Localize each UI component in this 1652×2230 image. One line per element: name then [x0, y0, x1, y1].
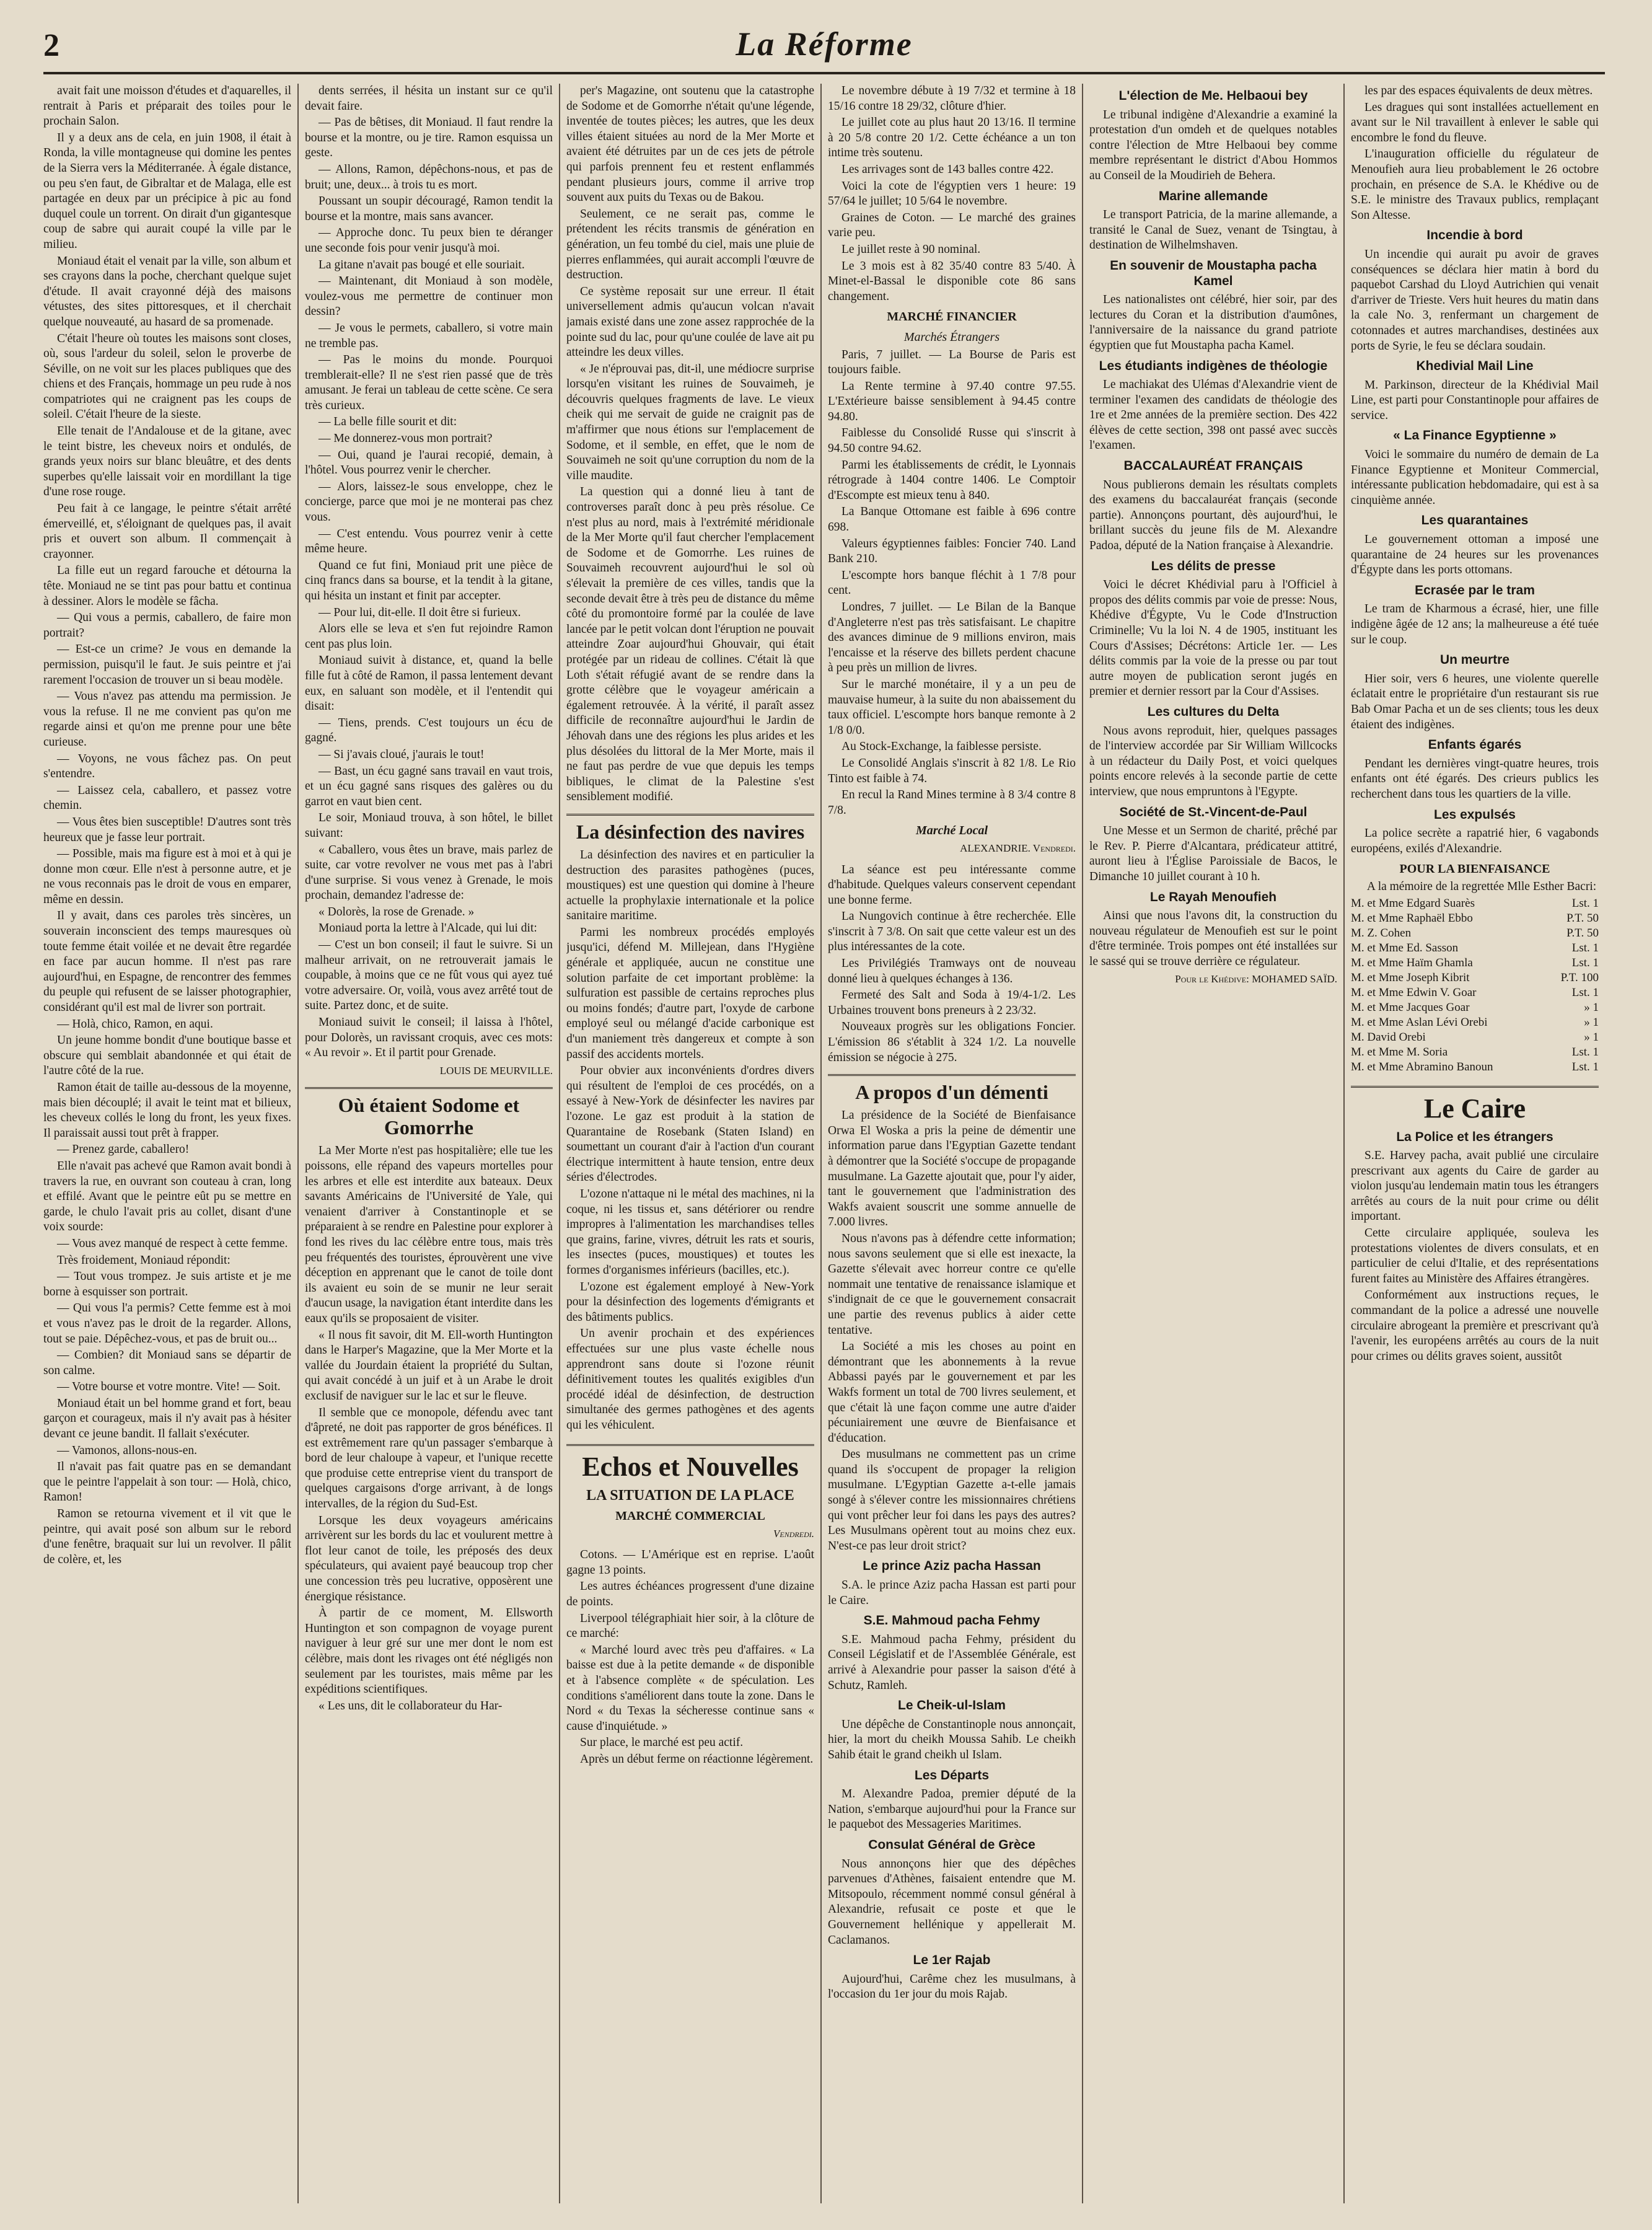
paragraph: Parmi les établissements de crédit, le Lyonnais rétrograde à 1404 contre 1406. Le Comptoir d'Escompte est mieux tenu à 840. [828, 458, 1076, 502]
donor-name: M. et Mme Ed. Sasson [1351, 941, 1459, 954]
paragraph: « Marché lourd avec très peu d'affaires. « La baisse est due à la petite demande « de disponible et à l'absence complète « de spéculation. Les conditions s'améliorent dans toute la zone. Dans le Nord « du Texas la sécheresse continue sans « cause d'inquiétude. » [566, 1643, 814, 1733]
news-item-heading: Le Cheik-ul-Islam [898, 1698, 1006, 1713]
paragraph: — Prenez garde, caballero! [57, 1143, 190, 1157]
signature: LOUIS DE MEURVILLE. [439, 1064, 553, 1077]
donor-name: M. Z. Cohen [1351, 926, 1412, 940]
news-item-heading: Les quarantaines [1421, 513, 1529, 528]
marches-etrangers-heading: Marchés Étrangers [903, 330, 1000, 344]
donation-row [1351, 911, 1599, 926]
paragraph: « Caballero, vous êtes un brave, mais parlez de suite, car votre revolver ne vous met pas à l'abri d'une surprise. Si vous venez à Grenade, le mois prochain, demandez l'adresse de: [305, 843, 553, 902]
paragraph: Un avenir prochain et des expériences effectuées sur une plus vaste échelle nous apprendront sans doute si l'ozone réunit définitivement toutes les qualités exigibles d'un procédé idéal de désinfection, de destruction simultanée des germes pathogènes et des agents qui les véhiculent. [566, 1327, 814, 1432]
paragraph: À partir de ce moment, M. Ellsworth Huntington et son compagnon de voyage purent naviguer à leur gré sur une mer dont le nom est célèbre, mais dont les rivages ont été négligés non seulement par les touristes, mais même par les expéditions scientifiques. [305, 1606, 553, 1696]
paragraph: Le soir, Moniaud trouva, à son hôtel, le billet suivant: [305, 811, 553, 840]
donor-name: M. et Mme Aslan Lévi Orebi [1351, 1015, 1488, 1029]
paragraph: Liverpool télégraphiait hier soir, à la clôture de ce marché: [566, 1611, 814, 1641]
news-item-text: Le transport Patricia, de la marine allemande, a transité le Canal de Suez, venant de Tsingtau, à destination de Wilhelmshaven. [1089, 208, 1337, 252]
paragraph: — C'est entendu. Vous pourrez venir à cette même heure. [305, 527, 553, 556]
paragraph: — Qui vous l'a permis? Cette femme est à moi et vous n'avez pas le droit de la regarder. Allons, tout se paie. Dépêchez-vous, et pas de bruit ou... [43, 1302, 291, 1346]
news-item-heading: « La Finance Egyptienne » [1393, 428, 1557, 443]
column-5 [1089, 84, 1337, 2203]
news-item-text: Voici le sommaire du numéro de demain de La Finance Egyptienne et Moniteur Commercial, intéressante publication hebdomadaire, qui est à sa cinquième année. [1351, 448, 1599, 507]
paragraph: Les dragues qui sont installées actuellement en avant sur le Nil travaillent à enlever le sable qui encombre le fond du fleuve. [1351, 100, 1599, 144]
paragraph: La Mer Morte n'est pas hospitalière; elle tue les poissons, elle répand des vapeurs mortelles pour les arbres et elle est interdite aux bateaux. Deux savants Américains de l'Université de Yale, qui venaient d'arriver à Constantinople et se préparaient à se rendre en Palestine pour explorer à fond les rives du lac célèbre entre tous, mais très peu fréquentés des touristes, éprouvèrent une vive déception en apprenant que le canot de toile dont ils avaient eu soin de se munir ne leur serait d'aucun usage, la navigation étant interdite dans les eaux qu'ils se proposaient de visiter. [305, 1144, 553, 1325]
donation-amount: Lst. 1 [1571, 956, 1599, 969]
paragraph: Moniaud suivit le conseil; il laissa à l'hôtel, pour Dolorès, un ravissant croquis, avec ces mots: « Au revoir ». Et il partit pour Grenade. [305, 1016, 553, 1060]
paragraph: Le novembre débute à 19 7/32 et termine à 18 15/16 contre 18 29/32, clôture d'hier. [828, 84, 1076, 113]
marche-local-text [828, 863, 1076, 1066]
column-1-text [43, 84, 291, 1567]
donation-amount: » 1 [1584, 1015, 1599, 1029]
dementi-heading: A propos d'un démenti [828, 1074, 1076, 1103]
paragraph: Voici la cote de l'égyptien vers 1 heure: 19 57/64 le juillet; 10 5/64 le novembre. [828, 179, 1076, 208]
column-1 [43, 84, 291, 2203]
column-5-notes [1089, 89, 1337, 969]
situation-heading: LA SITUATION DE LA PLACE [586, 1487, 794, 1504]
column-3-text [566, 84, 814, 805]
paragraph: — Voyons, ne vous fâchez pas. On peut s'entendre. [43, 752, 291, 781]
bienfaisance-heading: POUR LA BIENFAISANCE [1399, 862, 1550, 876]
paragraph: Faiblesse du Consolidé Russe qui s'inscrit à 94.50 contre 94.62. [828, 426, 1076, 456]
paragraph: Sur place, le marché est peu actif. [580, 1736, 744, 1750]
column-rule [1082, 84, 1083, 2203]
column-rule [1343, 84, 1345, 2203]
paragraph: La Nungovich continue à être recherchée. Elle s'inscrit à 7 3/8. On sait que cette valeur est un des plus intéressantes de la cote. [828, 910, 1076, 954]
echos-heading: Echos et Nouvelles [566, 1444, 814, 1482]
dementi-text [828, 1108, 1076, 1554]
paragraph: — Laissez cela, caballero, et passez votre chemin. [43, 783, 291, 813]
news-item-text: Hier soir, vers 6 heures, une violente querelle éclatait entre le propriétaire d'un restaurant sis rue Bab Omar Pacha et un de ses clients; tous les deux étaient des indigènes. [1351, 672, 1599, 731]
paragraph: C'était l'heure où toutes les maisons sont closes, où, sous l'ardeur du soleil, selon le proverbe de Séville, on ne voit sur les places publiques que des chiens et des Français, hommage un peu rude à nos compatriotes qui ne craignent pas les coups de soleil. C'était l'heure de la sieste. [43, 332, 291, 421]
paragraph: L'escompte hors banque fléchit à 1 7/8 pour cent. [828, 568, 1076, 597]
donor-name: M. et Mme M. Soria [1351, 1045, 1448, 1059]
donation-amount: Lst. 1 [1571, 985, 1599, 999]
paragraph: La question qui a donné lieu à tant de controverses paraît donc à peu près résolue. Ce n'est plus au nord, mais à l'extrémité méridionale de la Mer Morte qu'il faut chercher l'emplacement de Sodome et de Gomorrhe. Les ruines de Souvaimeh recouvrent aujourd'hui le sol où s'élevait la première de ces villes, tandis que la seconde devait être à très peu de distance du même côté du promontoire formé par la coulée de lave lancée par le petit volcan dont l'éruption ne pouvait atteindre Zoar aujourd'hui Ghouvair, qui était protégée par un rideau de collines. C'était là que Loth s'était réfugié avant de se rendre dans la grotte célèbre que le voyageur américain a également retrouvée. À la vérité, il paraît assez difficile de reconnaître aujourd'hui le Jardin de Jéhovah dans une des régions les plus arides et les plus désolées du littoral de la Mer Morte, mais il ne faut pas perdre de vue que depuis les temps bibliques, le climat de la Palestine s'est sensiblement modifié. [566, 485, 814, 804]
paragraph: « Les uns, dit le collaborateur du Har- [319, 1699, 503, 1712]
paragraph: Valeurs égyptiennes faibles: Foncier 740. Land Bank 210. [828, 537, 1076, 566]
paragraph: — Vous avez manqué de respect à cette femme. [57, 1236, 288, 1250]
paragraph: Cette circulaire appliquée, souleva les protestations violentes de divers consulats, et en particulier de celui d'Italie, et des représentations furent faites au Ministère des Affaires étrangères. [1351, 1227, 1599, 1285]
column-rule [297, 84, 299, 2203]
paragraph: Elle n'avait pas achevé que Ramon avait bondi à travers la rue, en ouvrant son couteau à cran, long et effilé. Avant que le peintre eût pu se mettre en garde, le chulo l'avait pris au collet, disant d'une voix sourde: [43, 1159, 291, 1234]
paragraph: Alors elle se leva et s'en fut rejoindre Ramon cent pas plus loin. [305, 622, 553, 651]
paragraph: — Pour lui, dit-elle. Il doit être si furieux. [319, 606, 521, 619]
news-item-text: Le gouvernement ottoman a imposé une quarantaine de 24 heures sur les provenances d'Égypte dans les ports ottomans. [1351, 533, 1599, 577]
paragraph: Le juillet reste à 90 nominal. [841, 242, 981, 256]
news-item-text: Le tram de Kharmous a écrasé, hier, une fille indigène âgée de 12 ans; la malheureuse a été tuée sur le coup. [1351, 602, 1599, 646]
paragraph: — Vamonos, allons-nous-en. [57, 1443, 198, 1457]
donation-amount: Lst. 1 [1571, 896, 1599, 910]
paragraph: Un jeune homme bondit d'une boutique basse et obscure qui semblait abandonnée et qui était de l'autre côté de la rue. [43, 1034, 291, 1078]
paragraph: — Qui vous a permis, caballero, de faire mon portrait? [43, 611, 291, 640]
news-item-heading: Khedivial Mail Line [1416, 359, 1534, 374]
article-heading-sodome: Où étaient Sodome et Gomorrhe [305, 1087, 553, 1139]
news-item-heading: Les étudiants indigènes de théologie [1099, 358, 1328, 373]
paragraph: Le 3 mois est à 82 35/40 contre 83 5/40. À Minet-el-Bassal le disponible cote 86 sans changement. [828, 259, 1076, 303]
news-item-heading: Les cultures du Delta [1147, 704, 1280, 719]
paragraph: Lorsque les deux voyageurs américains arrivèrent sur les bords du lac et voulurent mettre à flot leur canot de toile, les préposés des deux spéculateurs, qui avaient payé beaucoup trop cher une concession très peu lucrative, opposèrent une énergique résistance. [305, 1514, 553, 1603]
paragraph: — Allons, Ramon, dépêchons-nous, et pas de bruit; une, deux... à trois tu es mort. [305, 162, 553, 192]
news-item-heading: S.E. Mahmoud pacha Fehmy [863, 1613, 1040, 1628]
donation-amount: P.T. 50 [1566, 911, 1599, 925]
paragraph: Seulement, ce ne serait pas, comme le prétendent les récits transmis de génération en génération, un feu tombé du ciel, mais une pluie de pierres enflammées, qui aurait accompli l'œuvre de destruction. [566, 207, 814, 282]
paragraph: Après un début ferme on réactionne légèrement. [580, 1752, 814, 1766]
column-4-text [828, 84, 1076, 304]
paragraph: Le juillet cote au plus haut 20 13/16. Il termine à 20 5/8 contre 20 1/2. Cette échéance a un ton intime très soutenu. [828, 116, 1076, 160]
donation-amount: » 1 [1584, 1000, 1599, 1014]
donation-row [1351, 1060, 1599, 1075]
donation-amount: » 1 [1584, 1030, 1599, 1044]
paragraph: Il n'avait pas fait quatre pas en se demandant que le peintre l'appelait à son tour: — Holà, chico, Ramon! [43, 1460, 291, 1504]
news-item-text: S.A. le prince Aziz pacha Hassan est parti pour le Caire. [828, 1579, 1076, 1607]
donor-name: M. et Mme Joseph Kibrit [1351, 971, 1470, 984]
donation-amount: P.T. 50 [1566, 926, 1599, 940]
news-item-text: Nous annonçons hier que des dépêches parvenues d'Athènes, faisaient entendre que M. Mitsopoulo, récemment nommé consul général à Alexandrie, refusait ce poste et que le Gouvernement hellénique y appellerait M. Caclamanos. [828, 1857, 1076, 1947]
donation-row [1351, 896, 1599, 911]
column-4 [828, 84, 1076, 2203]
paragraph: — Combien? dit Moniaud sans se départir de son calme. [43, 1349, 291, 1377]
caire-text [1351, 1148, 1599, 1364]
article-sodome-text [305, 1144, 553, 1714]
paragraph: — Maintenant, dit Moniaud à son modèle, voulez-vous me permettre de continuer mon dessin? [305, 275, 553, 319]
donation-row [1351, 956, 1599, 971]
news-item-heading: En souvenir de Moustapha pacha Kamel [1110, 258, 1317, 288]
donation-row [1351, 941, 1599, 956]
marche-local-dateline: ALEXANDRIE. Vendredi. [960, 842, 1076, 854]
donation-row [1351, 1045, 1599, 1060]
news-item-text: S.E. Mahmoud pacha Fehmy, président du Conseil Législatif et de l'Assemblée Générale, est arrivé à Alexandrie pour passer la saison d'été à Schutz, Ramleh. [828, 1633, 1076, 1692]
paragraph: — Alors, laissez-le sous enveloppe, chez le concierge, parce que moi je ne monterai pas chez vous. [305, 480, 553, 524]
paragraph: Elle tenait de l'Andalouse et de la gitane, avec le teint bistre, les cheveux noirs et ondulés, de grands yeux noirs sur blanc bleuâtre, et des dents superbes qu'elle laissait voir en mordillant la tige d'une rose rouge. [43, 425, 291, 499]
paragraph: avait fait une moisson d'études et d'aquarelles, il rentrait à Paris et préparait des toiles pour le prochain Salon. [43, 84, 291, 128]
paragraph: — Est-ce un crime? Je vous en demande la permission, puisqu'il le faut. Je suis peintre et j'ai rarement l'occasion de trouver un si beau modèle. [43, 643, 291, 687]
news-item-text: Nous publierons demain les résultats complets des examens du baccalauréat français (seconde partie). Annonçons pourtant, dès aujourd'hui, le brillant succès du jeune fils de M. Alexandre Padoa, député de la Nation française à Alexandrie. [1089, 478, 1337, 553]
donation-row [1351, 1030, 1599, 1045]
paragraph: — La belle fille sourit et dit: [319, 415, 457, 429]
donor-name: M. et Mme Edwin V. Goar [1351, 985, 1477, 999]
donation-row [1351, 971, 1599, 985]
bienfaisance-list [1351, 896, 1599, 1075]
paragraph: S.E. Harvey pacha, avait publié une circulaire prescrivant aux agents du Caire de garder au violon jusqu'au lendemain matin tous les étrangers arrêtés au cours de la nuit pour crime ou délit important. [1351, 1149, 1599, 1223]
paragraph: Pour obvier aux inconvénients d'ordres divers qui résultent de l'emploi de ces procédés, on a essayé à New-York de désinfecter les navires par l'ozone. Le gaz est produit à la station de Quarantaine de Rosebank (Staten Island) en soumettant un courant d'air à l'action d'un courant électrique intermittent à haute tension, entre deux séries d'électrodes. [566, 1064, 814, 1184]
donation-amount: P.T. 100 [1560, 971, 1599, 984]
donor-name: M. et Mme Jacques Goar [1351, 1000, 1470, 1014]
news-item-heading: Les Départs [914, 1768, 990, 1783]
masthead [43, 24, 1605, 74]
news-item-heading: Le 1er Rajab [913, 1953, 991, 1968]
paragraph: Moniaud était un bel homme grand et fort, beau garçon et courageux, mais il n'y avait pas à hésiter devant ce jeune bandit. Il fallait s'exécuter. [43, 1396, 291, 1441]
news-item-heading: BACCALAURÉAT FRANÇAIS [1123, 459, 1303, 474]
donation-amount: Lst. 1 [1571, 1045, 1599, 1059]
marche-day: Vendredi. [773, 1527, 814, 1540]
news-item-text: La police secrète a rapatrié hier, 6 vagabonds européens, exilés d'Alexandrie. [1351, 827, 1599, 855]
news-item-heading: Enfants égarés [1428, 738, 1522, 752]
paragraph: Les Privilégiés Tramways ont de nouveau donné lieu à quelques échanges à 136. [828, 957, 1076, 985]
donation-amount: Lst. 1 [1571, 1060, 1599, 1073]
donor-name: M. et Mme Raphaël Ebbo [1351, 911, 1473, 925]
paragraph: Nous n'avons pas à défendre cette information; nous savons seulement que si elle est inexacte, la Gazette s'élevait avec horreur contre ce qu'elle nommait une tentative de renaissance islamique et s'indignait de ce que le gouvernement consacrait une partie des revenus publics à aider cette tentative. [828, 1232, 1076, 1337]
paragraph: — C'est un bon conseil; il faut le suivre. Si un malheur arrivait, on ne retrouverait jamais le coupable, à moins que ce ne fût vous qui ayez tué votre adversaire. Or, voilà, vous avez arrêté tout de suite. Partez donc, et de suite. [305, 938, 553, 1013]
paragraph: Graines de Coton. — Le marché des graines varie peu. [828, 211, 1076, 240]
donation-amount: Lst. 1 [1571, 941, 1599, 954]
paragraph: Peu fait à ce langage, le peintre s'était arrêté émerveillé, et, s'éloignant de quelques pas, il avait pris et ouvert son album. Il commençait à crayonner. [43, 502, 291, 561]
paragraph: Moniaud suivit à distance, et, quand la belle fille fut à côté de Ramon, il passa lentement devant eux, en saluant son modèle, et il l'entendit qui disait: [305, 654, 553, 713]
paragraph: Fermeté des Salt and Soda à 19/4-1/2. Les Urbaines trouvent bons preneurs à 2 23/32. [828, 989, 1076, 1017]
news-item-text: Nous avons reproduit, hier, quelques passages de l'interview accordée par Sir William Willcocks à un rédacteur du Daily Post, et voici quelques points encore relevés à la seconde partie de cette interview, que nous empruntons à l'Egypte. [1089, 724, 1337, 798]
paragraph: Les arrivages sont de 143 balles contre 422. [841, 162, 1054, 176]
paragraph: Il semble que ce monopole, défendu avec tant d'âpreté, ne doit pas rapporter de gros bénéfices. Il est extrêmement rare qu'un passager s'embarque à bord de leur chaloupe à vapeur, et l'unique recette que produise cette entreprise vient du transport de quelques cargaisons d'orge arrivant, à de longs intervalles, de la région du Sud-Est. [305, 1406, 553, 1511]
news-item-text: M. Alexandre Padoa, premier député de la Nation, s'embarque aujourd'hui pour la France sur le paquebot des Messageries Maritimes. [828, 1787, 1076, 1831]
paragraph: — Tout vous trompez. Je suis artiste et je me borne à esquisser son portrait. [43, 1270, 291, 1298]
paragraph: Paris, 7 juillet. — La Bourse de Paris est toujours faible. [828, 348, 1076, 377]
paragraph: — Oui, quand je l'aurai recopié, demain, à l'hôtel. Vous pourrez venir le chercher. [305, 448, 553, 477]
paragraph: Moniaud porta la lettre à l'Alcade, qui lui dit: [319, 922, 537, 935]
donor-name: M. et Mme Haïm Ghamla [1351, 956, 1473, 969]
paragraph: — Tiens, prends. C'est toujours un écu de gagné. [305, 716, 553, 745]
column-2-text [305, 84, 553, 1061]
paragraph: — Approche donc. Tu peux bien te déranger une seconde fois pour venir jusqu'à moi. [305, 226, 553, 255]
paragraph: La séance est peu intéressante comme d'habitude. Quelques valeurs conservent cependant une bonne ferme. [828, 863, 1076, 907]
paragraph: — Holà, chico, Ramon, en aqui. [57, 1017, 213, 1031]
column-4-notes [828, 1559, 1076, 2002]
column-6 [1351, 84, 1599, 2203]
caire-heading: Le Caire [1351, 1086, 1599, 1124]
paragraph: — Bast, un écu gagné sans travail en vaut trois, et un écu gagné sans risques des galères ou du garrot en vaut bien cent. [305, 764, 553, 808]
news-item-heading: Les délits de presse [1151, 558, 1276, 573]
bienfaisance-intro: A la mémoire de la regrettée Mlle Esther Bacri: [1366, 879, 1597, 893]
marche-commercial-heading: MARCHÉ COMMERCIAL [615, 1509, 765, 1523]
news-item-text: Une Messe et un Sermon de charité, prêché par le Rev. P. Pierre d'Alcantara, prédicateur attitré, auront lieu à l'Église Paroissiale de Bacos, le Dimanche 10 juillet courant à 10 h. [1089, 824, 1337, 883]
paragraph: La gitane n'avait pas bougé et elle souriait. [319, 258, 525, 271]
column-3 [566, 84, 814, 2203]
news-item-heading: Incendie à bord [1426, 228, 1523, 243]
column-rule [820, 84, 822, 2203]
column-rule [559, 84, 560, 2203]
news-item-heading: Le prince Aziz pacha Hassan [863, 1559, 1041, 1574]
news-item-heading: Le Rayah Menoufieh [1149, 889, 1277, 904]
marche-local-heading: Marché Local [915, 824, 988, 838]
paragraph: — Si j'avais cloué, j'aurais le tout! [319, 747, 485, 761]
news-item-text: Pendant les dernières vingt-quatre heures, trois enfants ont été égarés. Des crieurs publics les recherchent dans tous les quartiers de la ville. [1351, 757, 1599, 801]
marche-financier-heading: MARCHÉ FINANCIER [887, 310, 1017, 324]
paragraph: « Je n'éprouvai pas, dit-il, une médiocre surprise lorsqu'en visitant les ruines de Souvaimeh, je découvris quelques fragments de lave. Le vieux cheik qui me servait de guide ne craignit pas de m'affirmer que nous étions sur l'emplacement de Sodome, et il semble, en effet, que le nom de Souvaimeh ne soit qu'une corruption du nom de la ville maudite. [566, 362, 814, 482]
article-desinfection-text [566, 848, 814, 1434]
paragraph: En recul la Rand Mines termine à 8 3/4 contre 8 7/8. [828, 788, 1076, 817]
paragraph: Les autres échéances progressent d'une dizaine de points. [566, 1580, 814, 1609]
column-2 [305, 84, 553, 2203]
paragraph: Des musulmans ne commettent pas un crime quand ils s'occupent de propager la religion musulmane. L'Egyptian Gazette a-t-elle jamais songé à s'élever contre les missionnaires chrétiens qui vont prêcher leur foi dans les pays des autres? Les Musulmans opèrent tout au moins chez eux. N'est-ce pas leur droit strict? [828, 1448, 1076, 1553]
paragraph: Conformément aux instructions reçues, le commandant de la police a adressé une nouvelle circulaire abrogeant la première et prescrivant qu'à l'avenir, les européens arrêtés au cours de la nuit pour crimes ou délits graves soient, aussitôt [1351, 1289, 1599, 1363]
paragraph: Londres, 7 juillet. — Le Bilan de la Banque d'Angleterre n'est pas très satisfaisant. Le chapitre des avances diminue de 9 millions environ, mais l'encaisse et la réserve des billets perdent chacune à peu près un million de livres. [828, 601, 1076, 675]
paragraph: L'ozone n'attaque ni le métal des machines, ni la coque, ni les tissus et, sans détériorer ou rendre impropres à l'alimentation les marchandises telles que grains, farine, vivres, détruit les rats et souris, les insectes (puces, moustiques) et toutes les formes d'organismes inférieurs (bacilles, etc.). [566, 1187, 814, 1277]
news-item-text: Ainsi que nous l'avons dit, la construction du nouveau régulateur de Menoufieh est sur le point d'être terminée. Trois pompes ont été installées sur le sassé qui se trouve derrière ce régulateur. [1089, 909, 1337, 968]
paragraph: per's Magazine, ont soutenu que la catastrophe de Sodome et de Gomorrhe n'était qu'une légende, inventée de toutes pièces; les autres, que les deux villes étaient situées au nord de la Mer Morte et avaient été détruites par un de ces jets de pétrole qui parfois prennent feu et restent enflammés pendant plusieurs jours, comme il arrive trop souvent aux puits du Texas ou de Bakou. [566, 84, 814, 205]
paragraph: « Dolorès, la rose de Grenade. » [319, 905, 475, 919]
paragraph: L'inauguration officielle du régulateur de Menoufieh aura lieu probablement le 26 octobre prochain, en présence de S.A. le Khédive ou de S.E. le ministre des Travaux publics, remplaçant Son Altesse. [1351, 148, 1599, 222]
news-item-heading: Les expulsés [1434, 807, 1516, 822]
news-item-heading: L'élection de Me. Helbaoui bey [1118, 89, 1308, 103]
paragraph: L'ozone est également employé à New-York pour la désinfection des logements d'émigrants et des bâtiments publics. [566, 1280, 814, 1324]
paragraph: Le Consolidé Anglais s'inscrit à 82 1/8. Le Rio Tinto est faible à 74. [828, 756, 1076, 785]
paragraph: — Me donnerez-vous mon portrait? [319, 432, 493, 446]
paragraph: dents serrées, il hésita un instant sur ce qu'il devait faire. [305, 84, 553, 113]
paragraph: « Il nous fit savoir, dit M. Ell-worth Huntington dans le Harper's Magazine, que la Mer Morte et la vallée du Jourdain étaient la propriété du Sultan, qui avait concédé à un juif et à un Arabe le droit exclusif de naviguer sur le lac et sur le fleuve. [305, 1328, 553, 1403]
paragraph: Ramon se retourna vivement et il vit que le peintre, qui avait posé son album sur le rebord d'une fenêtre, braquait sur lui un revolver. Il pâlit de colère, et, les [43, 1507, 291, 1566]
columns-container [43, 84, 1605, 2203]
paragraph: — Je vous le permets, caballero, si votre main ne tremble pas. [305, 321, 553, 350]
paragraph: La Société a mis les choses au point en démontrant que les abonnements à la revue Abbassi payés par le gouvernement et par les Wakfs forment un total de 700 livres seulement, et que c'était là une façon comme une autre d'aider pécuniairement une œuvre de Bienfaisance et d'éducation. [828, 1340, 1076, 1445]
news-item-text: Le machiakat des Ulémas d'Alexandrie vient de terminer l'examen des candidats de théologie des 1re et 2me années de la première section. Des 422 élèves de cette section, 398 ont passé avec succès l'examen. [1089, 378, 1337, 452]
paragraph: Moniaud était el venait par la ville, son album et ses crayons dans la poche, cherchant quelque sujet d'étude. Il avait crayonné déjà des maisons vétustes, des sites pittoresques, et il cherchait quelque nouveauté, au hasard de sa promenade. [43, 254, 291, 328]
news-item-heading: Un meurtre [1439, 653, 1510, 668]
column-6-notes [1351, 228, 1599, 857]
paragraph: Il y a deux ans de cela, en juin 1908, il était à Ronda, la ville montagneuse qui domine les pentes de la Sierra vers la Méditerranée. À égale distance, ou peu s'en faut, de Gibraltar et de Malaga, elle est partagée en deux par un précipice à pic au fond duquel coule un torrent. On dirait d'un gigantesque coup de sabre qui aurait coupé la ville par le milieu. [43, 131, 291, 251]
paragraph: — Vous êtes bien susceptible! D'autres sont très heureux que je fasse leur portrait. [43, 815, 291, 844]
caire-subheading: La Police et les étrangers [1396, 1129, 1553, 1144]
paragraph: Sur le marché monétaire, il y a un peu de mauvaise humeur, à la suite du non abaissement du taux officiel. L'escompte hors banque remonte à 2 1/8 0/0. [828, 677, 1076, 737]
paragraph: Quand ce fut fini, Moniaud prit une pièce de cinq francs dans sa bourse, et la tendit à la gitane, qui hésita un instant et finit par accepter. [305, 558, 553, 602]
news-item-heading: Ecrasée par le tram [1415, 583, 1535, 597]
donation-row [1351, 985, 1599, 1000]
newspaper-title: La Réforme [736, 25, 913, 63]
page-number: 2 [43, 28, 59, 63]
donor-name: M. et Mme Abramino Banoun [1351, 1060, 1493, 1073]
news-item-heading: Marine allemande [1158, 188, 1268, 203]
paragraph: La Rente termine à 97.40 contre 97.55. L'Extérieure baisse sensiblement à 94.45 contre 94.80. [828, 379, 1076, 423]
paragraph: les par des espaces équivalents de deux mètres. [1364, 84, 1593, 97]
paragraph: — Votre bourse et votre montre. Vite! — Soit. [57, 1380, 281, 1394]
donation-row [1351, 1015, 1599, 1030]
paragraph: La Banque Ottomane est faible à 696 contre 698. [828, 505, 1076, 534]
news-item-text: Aujourd'hui, Carême chez les musulmans, à l'occasion du 1er jour du mois Rajab. [828, 1972, 1076, 2001]
paragraph: Au Stock-Exchange, la faiblesse persiste. [841, 740, 1042, 754]
column-6-text [1351, 84, 1599, 223]
paragraph: Poussant un soupir découragé, Ramon tendit la bourse et la montre, mais sans avancer. [305, 195, 553, 223]
paragraph: Ce système reposait sur une erreur. Il était universellement admis qu'aucun volcan n'avait jamais existé dans une zone assez rapprochée de la pointe sud du lac, pour qu'une coulée de lave ait pu atteindre les deux villes. [566, 284, 814, 359]
paragraph: — Pas de bêtises, dit Moniaud. Il faut rendre la bourse et la montre, ou je tire. Ramon esquissa un geste. [305, 116, 553, 160]
donation-row [1351, 1000, 1599, 1015]
paragraph: Ramon était de taille au-dessous de la moyenne, mais bien découplé; il avait le teint mat et bilieux, les cheveux collés le long du front, les yeux fixes. Il paraissait aussi tout prêt à frapper. [43, 1081, 291, 1140]
news-item-heading: Consulat Général de Grèce [868, 1837, 1035, 1852]
news-item-text: Un incendie qui aurait pu avoir de graves conséquences se déclara hier matin à bord du paquebot Carshad du Lloyd Autrichien qui venait d'arriver de Trieste. Vers huit heures du matin dans la cale No. 3, renfermant un chargement de cotonnades et autres marchandises, destinées aux ports de Syrie, le feu se déclara soudain. [1351, 247, 1599, 353]
news-item-text: M. Parkinson, directeur de la Khédivial Mail Line, est parti pour Constantinople pour affaires de service. [1351, 378, 1599, 422]
paragraph: Très froidement, Moniaud répondit: [57, 1253, 231, 1267]
paragraph: Il y avait, dans ces paroles très sincères, un souverain inconscient des temps mauresques où toute femme était voilée et ne devait être regardée en face par aucun homme. Il n'est pas rare aujourd'hui, en Espagne, de rencontrer des femmes du peuple qui refusent de se laisser photographier, considérant qu'il est mal de livrer son portrait. [43, 909, 291, 1015]
news-item-text: Une dépêche de Constantinople nous annonçait, hier, la mort du cheikh Moussa Sahib. Le cheikh Sahib était le grand cheikh ul Islam. [828, 1717, 1076, 1761]
article-heading-desinfection: La désinfection des navires [566, 814, 814, 843]
paragraph: Parmi les nombreux procédés employés jusqu'ici, défend M. Millejean, dans l'Hygiène générale et appliquée, aucun ne constitue une solution parfaite de cet important problème: la sulfuration est passible de certains reproches plus ou moins fondés; d'autre part, l'oxyde de carbone employé seul ou mélangé d'acide carbonique est d'un maniement très dangereux et compte à son passif des accidents mortels. [566, 925, 814, 1061]
news-item-text: Les nationalistes ont célébré, hier soir, par des lectures du Coran et la distribution d'aumônes, l'anniversaire de la naissance du grand patriote égyptien que fut Moustapha pacha Kamel. [1089, 293, 1337, 352]
paragraph: La fille eut un regard farouche et détourna la tête. Moniaud ne se tint pas pour battu et continua à dessiner. Alors le modèle se fâcha. [43, 564, 291, 608]
news-item-text: Le tribunal indigène d'Alexandrie a examiné la protestation d'un omdeh et de quelques notables contre l'élection de Mtre Helbaoui bey comme membre représentant le district d'Abou Hommos au Conseil de la Moudirieh de Behera. [1089, 108, 1337, 182]
paragraph: — Pas le moins du monde. Pourquoi tremblerait-elle? Il ne s'est rien passé que de très amusant. Je ferai un tableau de cette scène. Ce sera très curieux. [305, 353, 553, 412]
paragraph: — Possible, mais ma figure est à moi et à qui je donne mon cœur. Elle n'est à personne autre, et je ne vous reconnais pas le droit de vous en emparer, même en dessin. [43, 847, 291, 906]
paragraph: — Vous n'avez pas attendu ma permission. Je vous la refuse. Il ne me convient pas qu'on me regarde ainsi et qu'on me prenne pour une bête curieuse. [43, 690, 291, 749]
marche-commercial-text [566, 1548, 814, 1767]
donation-row [1351, 926, 1599, 941]
paragraph: Cotons. — L'Amérique est en reprise. L'août gagne 13 points. [566, 1548, 814, 1577]
khedive-signature: Pour le Khédive: MOHAMED SAÏD. [1175, 973, 1337, 985]
paragraph: La désinfection des navires et en particulier la destruction des parasites pathogènes (puces, moustiques) est une question qui domine à l'heure actuelle la prophylaxie internationale et la police sanitaire maritime. [566, 848, 814, 923]
donor-name: M. et Mme Edgard Suarès [1351, 896, 1475, 910]
news-item-heading: Société de St.-Vincent-de-Paul [1119, 804, 1307, 819]
paragraph: Nouveaux progrès sur les obligations Foncier. L'émission 86 s'établit à 324 1/2. La nouvelle émission se négocie à 275. [828, 1020, 1076, 1064]
donor-name: M. David Orebi [1351, 1030, 1426, 1044]
news-item-text: Voici le décret Khédivial paru à l'Officiel à propos des délits commis par voie de presse: Nous, Khédive d'Égypte, Vu le Code d'Instruction Criminelle; Vu la loi N. 4 de 1905, instituant les Cours d'Assises; Décrétons: Article 1er. — Les délits commis par la voie de la presse ou par tout autre moyen de publication seront jugés en premier et dernier ressort par la Cour d'Assises. [1089, 578, 1337, 699]
paragraph: La présidence de la Société de Bienfaisance Orwa El Woska a pris la peine de démentir une information parue dans l'Egyptian Gazette tendant à démontrer que la Société s'occupe de propagande musulmane. La Gazette ajoutait que, pour l'y aider, tant le gouvernement que l'administration des Wakfs avaient souscrit une somme annuelle de 7.000 livres. [828, 1109, 1076, 1229]
marche-financier-text [828, 348, 1076, 819]
